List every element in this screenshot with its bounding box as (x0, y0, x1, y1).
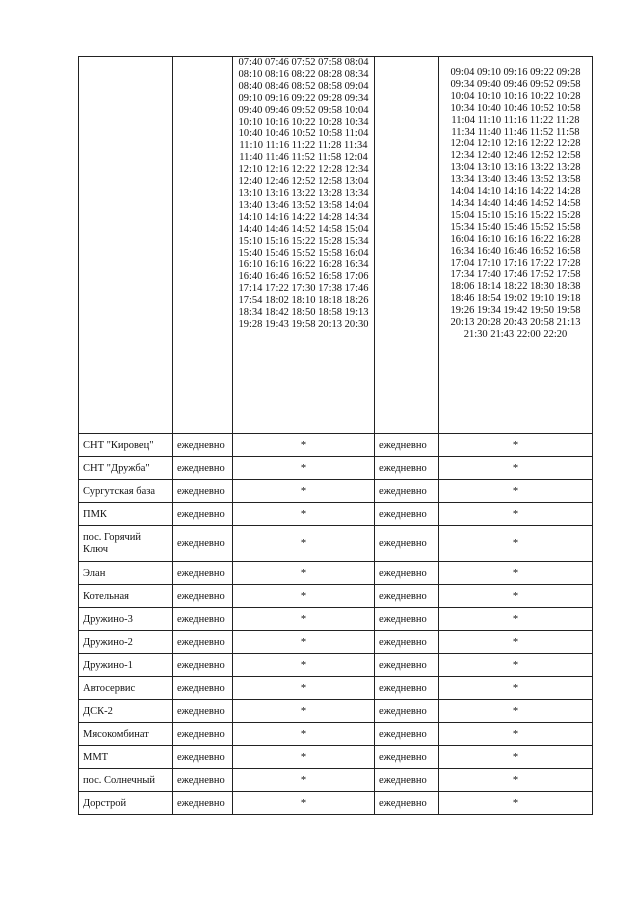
frequency-direction-2: ежедневно (375, 562, 439, 585)
frequency-direction-2: ежедневно (375, 503, 439, 526)
frequency-direction-1: ежедневно (173, 677, 233, 700)
stop-name: СНТ "Дружба" (79, 457, 173, 480)
stop-name: пос. Солнечный (79, 769, 173, 792)
time-direction-2: * (439, 654, 593, 677)
time-direction-2: * (439, 503, 593, 526)
stop-name: Дружино-3 (79, 608, 173, 631)
frequency-direction-1: ежедневно (173, 526, 233, 562)
frequency-direction-1: ежедневно (173, 585, 233, 608)
schedule-table (78, 56, 593, 815)
frequency-direction-1: ежедневно (173, 769, 233, 792)
frequency-direction-2: ежедневно (375, 480, 439, 503)
frequency-direction-2: ежедневно (375, 792, 439, 815)
time-direction-2: * (439, 457, 593, 480)
departure-times-direction-1: 07:40 07:46 07:52 07:58 08:04 08:10 08:16 08:22 08:28 08:34 08:40 08:46 08:52 08:58 09:04 09:10 09:16 09:22 09:28 09:34 09:40 09:46 09:52 09:58 10:04 10:10 10:16 10:22 10:28 10:34 10:40 10:46 10:52 10:58 11:04 11:10 11:16 11:22 11:28 11:34 11:40 11:46 11:52 11:58 12:04 12:10 12:16 12:22 12:28 12:34 12:40 12:46 12:52 12:58 13:04 13:10 13:16 13:22 13:28 13:34 13:40 13:46 13:52 13:58 14:04 14:10 14:16 14:22 14:28 14:34 14:40 14:46 14:52 14:58 15:04 15:10 15:16 15:22 15:28 15:34 15:40 15:46 15:52 15:58 16:04 16:10 16:16 16:22 16:28 16:34 16:40 16:46 16:52 16:58 17:06 17:14 17:22 17:30 17:38 17:46 17:54 18:02 18:10 18:18 18:26 18:34 18:42 18:50 18:58 19:13 19:28 19:43 19:58 20:13 20:30 (233, 57, 375, 434)
stop-name: Элан (79, 562, 173, 585)
time-direction-2: * (439, 608, 593, 631)
table-row (79, 769, 593, 792)
table-row (79, 792, 593, 815)
time-direction-1: * (233, 434, 375, 457)
stop-name: ПМК (79, 503, 173, 526)
stop-name: СНТ "Кировец" (79, 434, 173, 457)
frequency-direction-2: ежедневно (375, 585, 439, 608)
frequency-direction-1: ежедневно (173, 631, 233, 654)
frequency-direction-2: ежедневно (375, 631, 439, 654)
table-row (79, 723, 593, 746)
table-row (79, 585, 593, 608)
time-direction-1: * (233, 562, 375, 585)
departure-times-direction-2: 09:04 09:10 09:16 09:22 09:28 09:34 09:40 09:46 09:52 09:58 10:04 10:10 10:16 10:22 10:28 10:34 10:40 10:46 10:52 10:58 11:04 11:10 11:16 11:22 11:28 11:34 11:40 11:46 11:52 11:58 12:04 12:10 12:16 12:22 12:28 12:34 12:40 12:46 12:52 12:58 13:04 13:10 13:16 13:22 13:28 13:34 13:40 13:46 13:52 13:58 14:04 14:10 14:16 14:22 14:28 14:34 14:40 14:46 14:52 14:58 15:04 15:10 15:16 15:22 15:28 15:34 15:40 15:46 15:52 15:58 16:04 16:10 16:16 16:22 16:28 16:34 16:40 16:46 16:52 16:58 17:04 17:10 17:16 17:22 17:28 17:34 17:40 17:46 17:52 17:58 18:06 18:14 18:22 18:30 18:38 18:46 18:54 19:02 19:10 19:18 19:26 19:34 19:42 19:50 19:58 20:13 20:28 20:43 20:58 21:13 21:30 21:43 22:00 22:20 (439, 57, 593, 434)
table-row (79, 677, 593, 700)
time-direction-1: * (233, 746, 375, 769)
table-row (79, 700, 593, 723)
frequency-direction-1: ежедневно (173, 700, 233, 723)
frequency-direction-2: ежедневно (375, 608, 439, 631)
stop-name: Сургутская база (79, 480, 173, 503)
time-direction-2: * (439, 723, 593, 746)
stop-name: Дружино-2 (79, 631, 173, 654)
frequency-direction-1: ежедневно (173, 480, 233, 503)
frequency-direction-2: ежедневно (375, 434, 439, 457)
stop-name: ММТ (79, 746, 173, 769)
stop-name: Дружино-1 (79, 654, 173, 677)
table-row (79, 562, 593, 585)
time-direction-1: * (233, 608, 375, 631)
frequency-direction-2: ежедневно (375, 769, 439, 792)
frequency-direction-2: ежедневно (375, 654, 439, 677)
time-direction-1: * (233, 654, 375, 677)
time-direction-1: * (233, 700, 375, 723)
time-direction-1: * (233, 723, 375, 746)
frequency-direction-1: ежедневно (173, 503, 233, 526)
frequency-direction-2: ежедневно (375, 723, 439, 746)
empty-cell (79, 57, 173, 434)
time-direction-1: * (233, 480, 375, 503)
stop-name: Мясокомбинат (79, 723, 173, 746)
frequency-direction-1: ежедневно (173, 608, 233, 631)
frequency-direction-1: ежедневно (173, 792, 233, 815)
frequency-direction-1: ежедневно (173, 746, 233, 769)
frequency-direction-2: ежедневно (375, 700, 439, 723)
time-direction-1: * (233, 503, 375, 526)
stop-name: Котельная (79, 585, 173, 608)
frequency-direction-2: ежедневно (375, 457, 439, 480)
frequency-direction-1: ежедневно (173, 457, 233, 480)
stop-name: пос. Горячий Ключ (79, 526, 173, 562)
stop-name: Автосервис (79, 677, 173, 700)
stop-name: Дорстрой (79, 792, 173, 815)
time-direction-1: * (233, 526, 375, 562)
frequency-direction-1: ежедневно (173, 434, 233, 457)
table-row (79, 434, 593, 457)
time-direction-2: * (439, 746, 593, 769)
time-direction-2: * (439, 677, 593, 700)
frequency-direction-2: ежедневно (375, 526, 439, 562)
table-row (79, 608, 593, 631)
table-row (79, 654, 593, 677)
table-row (79, 457, 593, 480)
time-direction-2: * (439, 792, 593, 815)
table-row (79, 526, 593, 562)
time-direction-1: * (233, 677, 375, 700)
time-direction-1: * (233, 792, 375, 815)
time-direction-1: * (233, 585, 375, 608)
empty-cell (173, 57, 233, 434)
table-row (79, 480, 593, 503)
time-direction-2: * (439, 562, 593, 585)
frequency-direction-2: ежедневно (375, 677, 439, 700)
stop-name: ДСК-2 (79, 700, 173, 723)
table-row (79, 503, 593, 526)
table-row (79, 746, 593, 769)
time-direction-1: * (233, 457, 375, 480)
time-direction-2: * (439, 526, 593, 562)
time-direction-1: * (233, 631, 375, 654)
table-row (79, 631, 593, 654)
frequency-direction-1: ежедневно (173, 654, 233, 677)
time-direction-2: * (439, 631, 593, 654)
time-direction-2: * (439, 434, 593, 457)
time-direction-2: * (439, 700, 593, 723)
frequency-direction-1: ежедневно (173, 723, 233, 746)
time-direction-2: * (439, 480, 593, 503)
time-direction-2: * (439, 585, 593, 608)
times-row (79, 57, 593, 434)
time-direction-1: * (233, 769, 375, 792)
frequency-direction-1: ежедневно (173, 562, 233, 585)
empty-cell (375, 57, 439, 434)
time-direction-2: * (439, 769, 593, 792)
frequency-direction-2: ежедневно (375, 746, 439, 769)
